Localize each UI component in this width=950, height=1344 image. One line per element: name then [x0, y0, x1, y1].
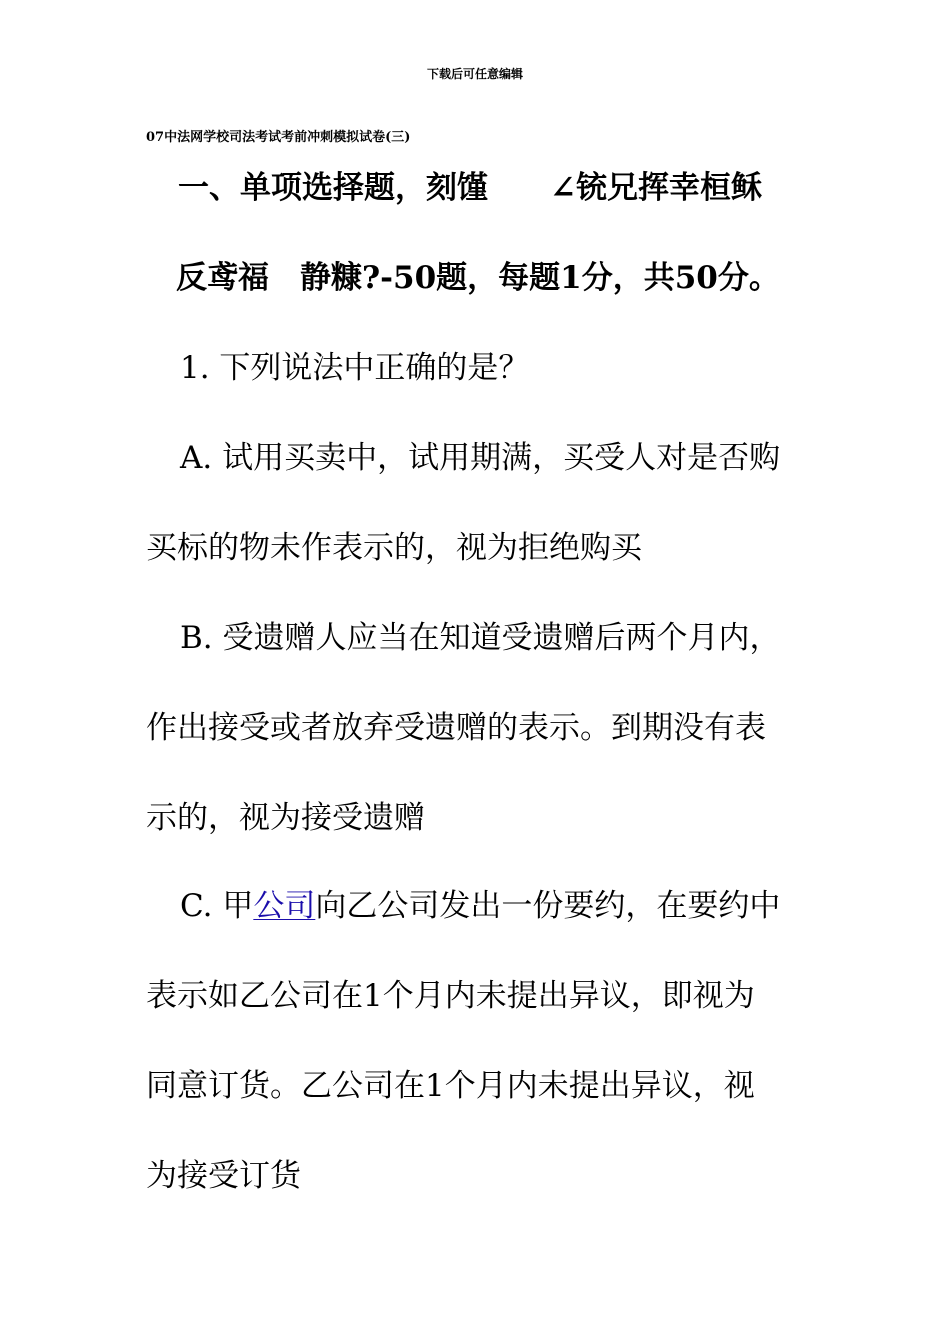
option-a-line-1: A. 试用买卖中，试用期满，买受人对是否购: [180, 440, 781, 476]
option-a-line-2: 买标的物未作表示的，视为拒绝购买: [146, 530, 642, 566]
option-c-line-1: [180, 886, 780, 926]
section-heading-line-2: 反鸢福 静糠?-50题，每题1分，共50分。: [176, 260, 780, 296]
option-c-line-4: 为接受订货: [146, 1158, 301, 1194]
question-1-stem: 1. 下列说法中正确的是？: [180, 350, 530, 386]
document-title: 07中法网学校司法考试考前冲刺模拟试卷(三): [146, 130, 411, 145]
option-c-line-2: 表示如乙公司在1个月内未提出异议，即视为: [146, 978, 755, 1014]
company-link[interactable]: 公司: [253, 888, 316, 924]
section-heading-line-1: 一、单项选择题，刻馑 ∠铳兄挥幸桓稣: [178, 170, 762, 206]
option-b-line-2: 作出接受或者放弃受遗赠的表示。到期没有表: [146, 710, 766, 746]
header-note: 下载后可任意编辑: [426, 67, 523, 81]
option-c-line-3: 同意订货。乙公司在1个月内未提出异议，视: [146, 1068, 755, 1104]
option-c-prefix: C. 甲: [180, 888, 254, 924]
option-c-line-1-rest: 向乙公司发出一份要约，在要约中: [315, 888, 781, 924]
option-b-line-3: 示的，视为接受遗赠: [146, 800, 425, 836]
option-b-line-1: B. 受遗赠人应当在知道受遗赠后两个月内，: [180, 620, 781, 656]
